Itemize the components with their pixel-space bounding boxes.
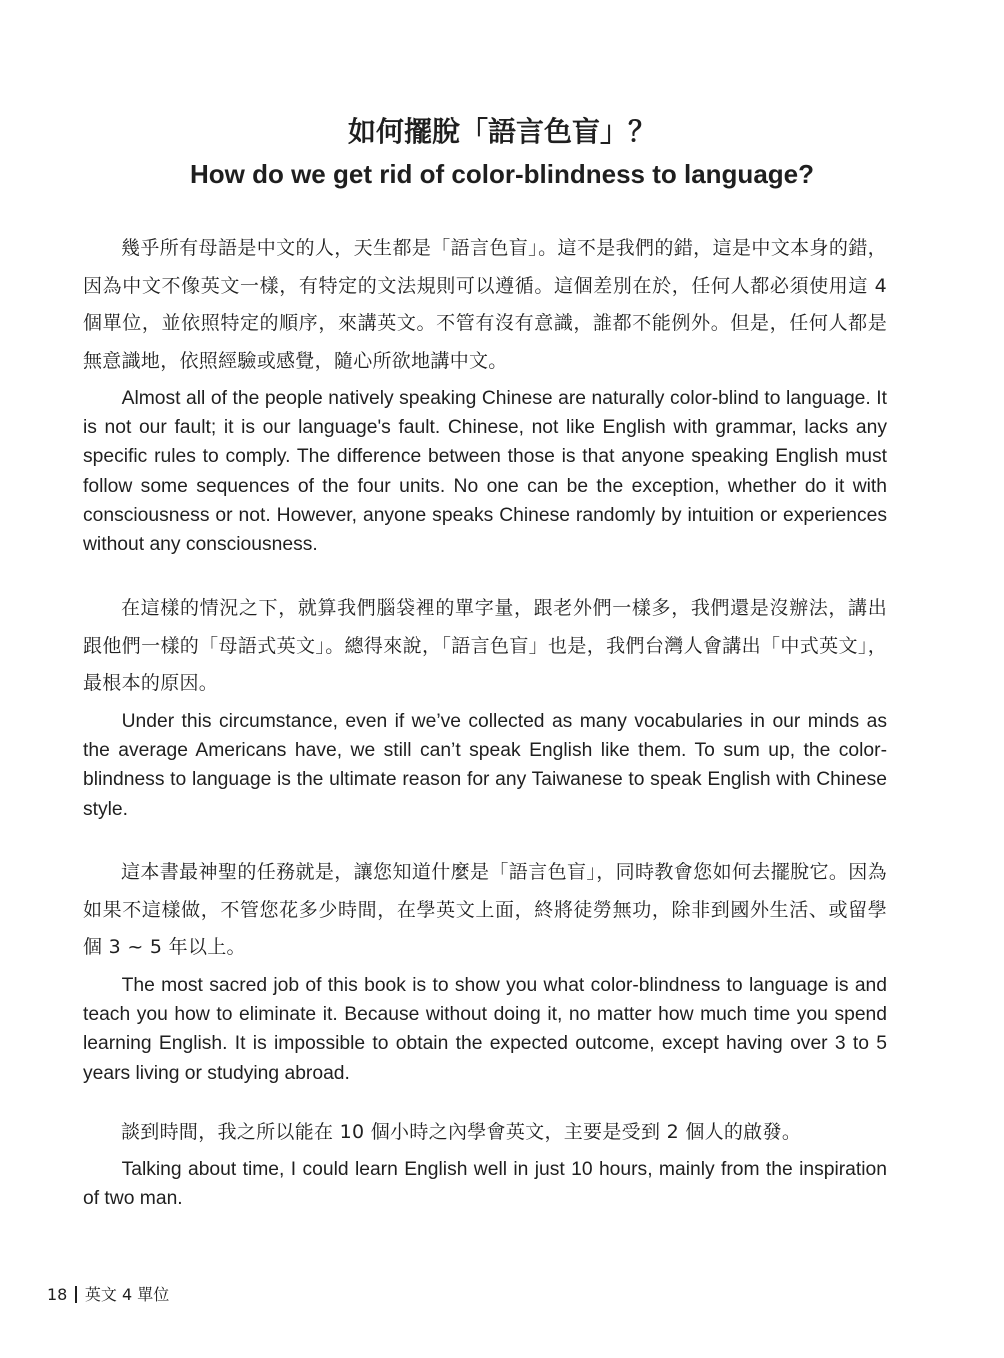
footer-section-title: 英文 4 單位 (84, 1285, 170, 1304)
paragraph-en-2: Under this circumstance, even if we’ve collected as many vocabularies in our minds as the average Americans have, we still can’t speak English like them. To sum up, the color-blindness to language is the ultimate reason for any Taiwanese to speak English with Chinese style. (83, 711, 887, 820)
paragraph-en-4: Talking about time, I could learn English well in just 10 hours, mainly from the inspiration of two man. (83, 1159, 887, 1210)
paragraph-zh-1: 幾乎所有母語是中文的人，天生都是「語言色盲」。這不是我們的錯，這是中文本身的錯，因為中文不像英文一樣，有特定的文法規則可以遵循。這個差別在於，任何人都必須使用這 4 個單位，並依照特定的順序，來講英文。不管有沒有意識，誰都不能例外。但是，任何人都是無意識地，依照經驗或感覺，隨心所欲地講中文。 (83, 237, 887, 373)
paragraph-zh-4: 談到時間，我之所以能在 10 個小時之內學會英文，主要是受到 2 個人的啟發。 (121, 1121, 802, 1143)
page-title-chinese: 如何擺脫「語言色盲」？ (347, 115, 656, 148)
page-footer (47, 1284, 169, 1306)
paragraph-en-3: The most sacred job of this book is to show you what color-blindness to language is and teach you how to eliminate it. Because without doing it, no matter how much time you spend learning English. It is impossible to obtain the expected outcome, except having over 3 to 5 years living or studying abroad. (83, 975, 887, 1084)
page-title-english: How do we get rid of color-blindness to language? (189, 159, 814, 189)
page-number: 18 (47, 1285, 68, 1304)
paragraph-zh-3: 這本書最神聖的任務就是，讓您知道什麼是「語言色盲」，同時教會您如何去擺脫它。因為如果不這樣做，不管您花多少時間，在學英文上面，終將徒勞無功，除非到國外生活、或留學個 3 ~ 5 年以上。 (83, 861, 887, 959)
footer-divider (75, 1286, 77, 1303)
paragraph-en-1: Almost all of the people natively speaking Chinese are naturally color-blind to language. It is not our fault; it is our language's fault. Chinese, not like English with grammar, lacks any specific rules to comply. The difference between those is that anyone speaking English must follow some sequences of the four units. No one can be the exception, whether do it with consciousness or not. However, anyone speaks Chinese randomly by intuition or experiences without any consciousness. (83, 388, 887, 556)
paragraph-zh-2: 在這樣的情況之下，就算我們腦袋裡的單字量，跟老外們一樣多，我們還是沒辦法，講出跟他們一樣的「母語式英文」。總得來說，「語言色盲」也是，我們台灣人會講出「中式英文」，最根本的原因。 (83, 597, 887, 695)
